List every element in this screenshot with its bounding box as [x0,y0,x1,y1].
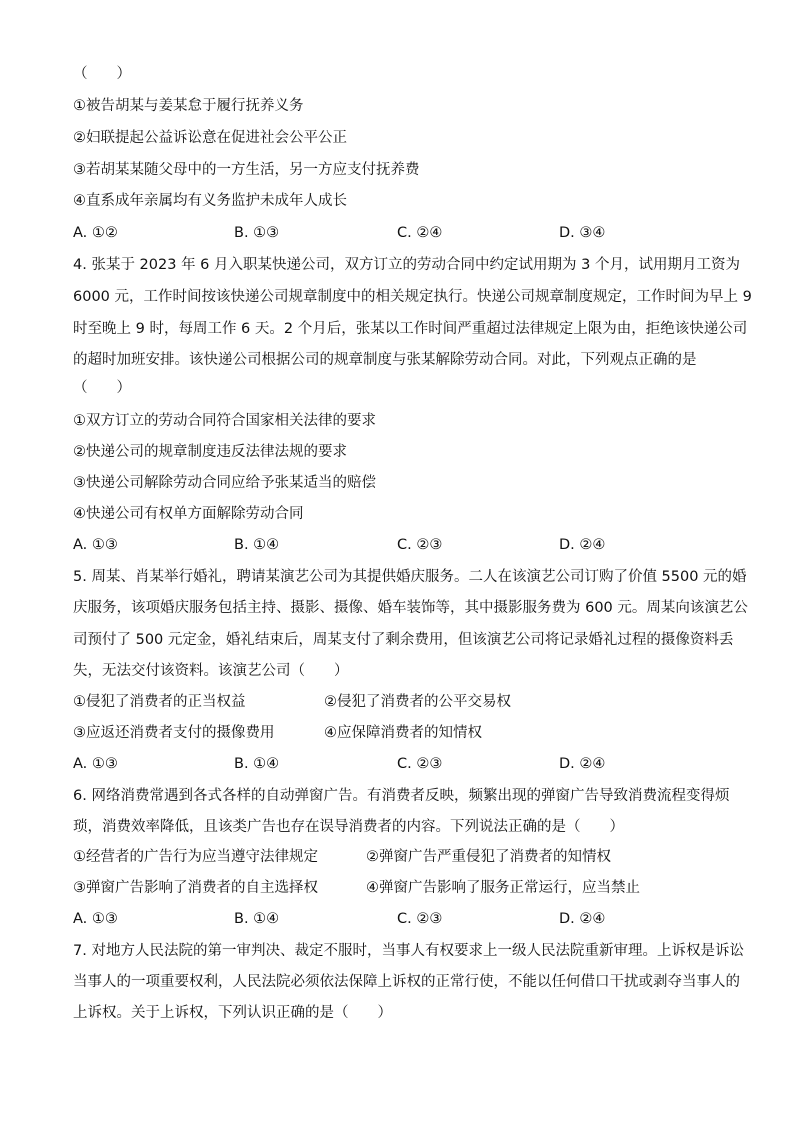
q5-stem-line-2: 庆服务，该项婚庆服务包括主持、摄影、摄像、婚车装饰等，其中摄影服务费为 600 元。周某向该演艺公 [73,600,748,616]
q4-options [73,534,710,556]
q5-option-a[interactable]: A. ①③ [73,756,118,772]
q3-option-a[interactable]: A. ①② [73,225,118,241]
q7-stem-line-1: 7. 对地方人民法院的第一审判决、裁定不服时，当事人有权要求上一级人民法院重新审理。上诉权是诉讼 [73,943,744,959]
q6-stem-line-1: 6. 网络消费常遇到各式各样的自动弹窗广告。有消费者反映，频繁出现的弹窗广告导致消费流程变得烦 [73,788,730,804]
q3-option-c[interactable]: C. ②④ [397,225,443,241]
q4-option-a[interactable]: A. ①③ [73,537,118,553]
q5-option-d[interactable]: D. ②④ [559,756,606,772]
q6-option-b[interactable]: B. ①④ [234,911,280,927]
q5-stem-line-4: 失，无法交付该资料。该演艺公司（ ） [73,663,349,679]
q6-option-c[interactable]: C. ②③ [397,911,443,927]
q4-statement-2: ②快递公司的规章制度违反法律法规的要求 [73,444,347,460]
q3-statement-1: ①被告胡某与姜某怠于履行抚养义务 [73,98,304,114]
q4-option-c[interactable]: C. ②③ [397,537,443,553]
q6-option-d[interactable]: D. ②④ [559,911,606,927]
q5-statement-3: ③应返还消费者支付的摄像费用 [73,725,275,741]
q5-stem-line-1: 5. 周某、肖某举行婚礼，聘请某演艺公司为其提供婚庆服务。二人在该演艺公司订购了价值 5500 元的婚 [73,569,747,585]
q3-statement-3: ③若胡某某随父母中的一方生活，另一方应支付抚养费 [73,162,420,178]
q4-option-d[interactable]: D. ②④ [559,537,606,553]
q3-paren: （ ） [73,66,131,82]
q4-stem-line-3: 时至晚上 9 时，每周工作 6 天。2 个月后，张某以工作时间严重超过法律规定上限为由，拒绝该快递公司 [73,321,748,337]
q6-statements-row-2 [73,877,710,899]
q6-options [73,908,710,930]
q6-statements-row-1 [73,846,710,868]
q5-statement-1: ①侵犯了消费者的正当权益 [73,694,246,710]
q7-stem-line-2: 当事人的一项重要权利，人民法院必须依法保障上诉权的正常行使，不能以任何借口干扰或剥夺当事人的 [73,974,740,990]
q4-statement-4: ④快递公司有权单方面解除劳动合同 [73,506,304,522]
q4-stem-line-1: 4. 张某于 2023 年 6 月入职某快递公司，双方订立的劳动合同中约定试用期为 3 个月，试用期月工资为 [73,257,740,273]
q3-option-b[interactable]: B. ①③ [234,225,280,241]
q5-statement-2: ②侵犯了消费者的公平交易权 [324,694,511,710]
q4-statement-1: ①双方订立的劳动合同符合国家相关法律的要求 [73,413,376,429]
q4-stem-line-4: 的超时加班安排。该快递公司根据公司的规章制度与张某解除劳动合同。对此，下列观点正确的是 [73,352,697,368]
q6-statement-4: ④弹窗广告影响了服务正常运行，应当禁止 [366,880,640,896]
q3-options [73,222,710,244]
q5-statements-row-1 [73,691,710,713]
q6-stem-line-2: 琐，消费效率降低，且该类广告也存在误导消费者的内容。下列说法正确的是（ ） [73,819,624,835]
q4-option-b[interactable]: B. ①④ [234,537,280,553]
q3-statement-4: ④直系成年亲属均有义务监护未成年人成长 [73,193,347,209]
q5-statements-row-2 [73,722,710,744]
q6-statement-2: ②弹窗广告严重侵犯了消费者的知情权 [366,849,611,865]
q5-option-c[interactable]: C. ②③ [397,756,443,772]
q5-statement-4: ④应保障消费者的知情权 [324,725,482,741]
q5-option-b[interactable]: B. ①④ [234,756,280,772]
q4-paren: （ ） [73,380,131,396]
q4-stem-line-2: 6000 元，工作时间按该快递公司规章制度中的相关规定执行。快递公司规章制度规定，工作时间为早上 9 [73,289,752,305]
q5-stem-line-3: 司预付了 500 元定金，婚礼结束后，周某支付了剩余费用，但该演艺公司将记录婚礼过程的摄像资料丢 [73,632,734,648]
q5-options [73,753,710,775]
q4-statement-3: ③快递公司解除劳动合同应给予张某适当的赔偿 [73,475,376,491]
q6-statement-1: ①经营者的广告行为应当遵守法律规定 [73,849,318,865]
q6-statement-3: ③弹窗广告影响了消费者的自主选择权 [73,880,318,896]
q3-option-d[interactable]: D. ③④ [559,225,606,241]
q6-option-a[interactable]: A. ①③ [73,911,118,927]
q3-statement-2: ②妇联提起公益诉讼意在促进社会公平公正 [73,130,347,146]
q7-stem-line-3: 上诉权。关于上诉权，下列认识正确的是（ ） [73,1005,392,1021]
